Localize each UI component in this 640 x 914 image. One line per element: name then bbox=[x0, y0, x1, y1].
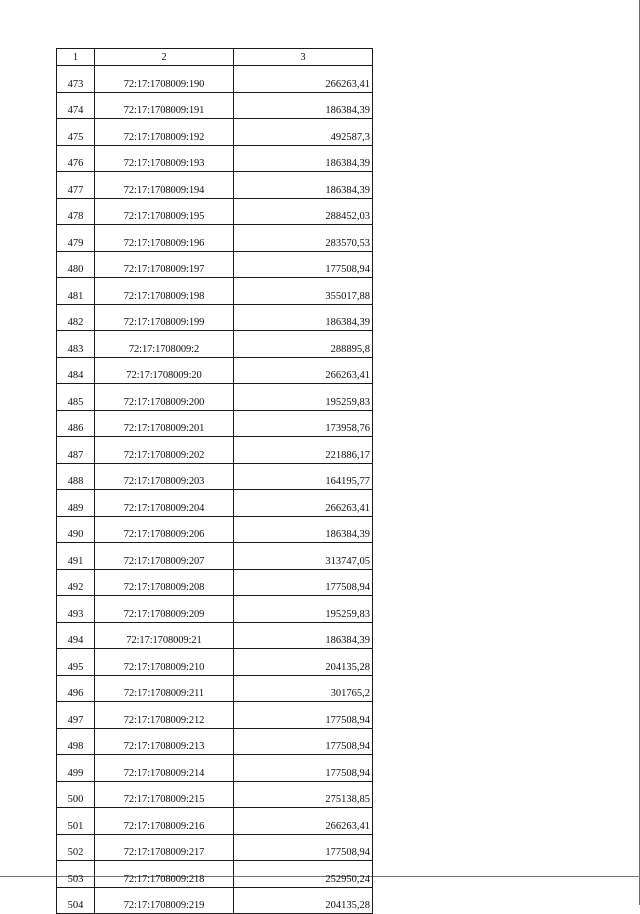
table-row bbox=[57, 781, 373, 808]
table-row bbox=[57, 66, 373, 93]
row-number-cell: 497 bbox=[57, 702, 95, 729]
cadastral-number-cell: 72:17:1708009:201 bbox=[95, 410, 234, 437]
cadastral-number-cell: 72:17:1708009:217 bbox=[95, 834, 234, 861]
cadastral-value-cell: 177508,94 bbox=[234, 251, 373, 278]
cadastral-number-cell: 72:17:1708009:197 bbox=[95, 251, 234, 278]
row-number-cell: 498 bbox=[57, 728, 95, 755]
cadastral-number-cell: 72:17:1708009:216 bbox=[95, 808, 234, 835]
table-row bbox=[57, 410, 373, 437]
row-number-cell: 491 bbox=[57, 543, 95, 570]
table-row bbox=[57, 622, 373, 649]
table-row bbox=[57, 702, 373, 729]
table-row bbox=[57, 251, 373, 278]
row-number-cell: 482 bbox=[57, 304, 95, 331]
cadastral-number-cell: 72:17:1708009:195 bbox=[95, 198, 234, 225]
cadastral-value-cell: 252950,24 bbox=[234, 861, 373, 888]
row-number-cell: 501 bbox=[57, 808, 95, 835]
cadastral-value-cell: 355017,88 bbox=[234, 278, 373, 305]
row-number-cell: 474 bbox=[57, 92, 95, 119]
cadastral-number-cell: 72:17:1708009:20 bbox=[95, 357, 234, 384]
row-number-cell: 481 bbox=[57, 278, 95, 305]
cadastral-value-cell: 186384,39 bbox=[234, 92, 373, 119]
cadastral-number-cell: 72:17:1708009:199 bbox=[95, 304, 234, 331]
cadastral-number-cell: 72:17:1708009:190 bbox=[95, 66, 234, 93]
row-number-cell: 500 bbox=[57, 781, 95, 808]
table-row bbox=[57, 649, 373, 676]
cadastral-value-cell: 186384,39 bbox=[234, 516, 373, 543]
cadastral-value-cell: 266263,41 bbox=[234, 490, 373, 517]
table-row bbox=[57, 543, 373, 570]
cadastral-value-cell: 221886,17 bbox=[234, 437, 373, 464]
table-row bbox=[57, 596, 373, 623]
cadastral-number-cell: 72:17:1708009:191 bbox=[95, 92, 234, 119]
cadastral-value-cell: 186384,39 bbox=[234, 622, 373, 649]
cadastral-number-cell: 72:17:1708009:207 bbox=[95, 543, 234, 570]
cadastral-value-cell: 177508,94 bbox=[234, 728, 373, 755]
cadastral-value-cell: 266263,41 bbox=[234, 66, 373, 93]
cadastral-number-cell: 72:17:1708009:215 bbox=[95, 781, 234, 808]
row-number-cell: 475 bbox=[57, 119, 95, 146]
cadastral-number-cell: 72:17:1708009:198 bbox=[95, 278, 234, 305]
cadastral-value-cell: 186384,39 bbox=[234, 304, 373, 331]
table-header bbox=[57, 49, 373, 66]
row-number-cell: 488 bbox=[57, 463, 95, 490]
cadastral-number-cell: 72:17:1708009:211 bbox=[95, 675, 234, 702]
cadastral-value-cell: 195259,83 bbox=[234, 596, 373, 623]
cadastral-number-cell: 72:17:1708009:193 bbox=[95, 145, 234, 172]
table-body bbox=[57, 66, 373, 914]
row-number-cell: 504 bbox=[57, 887, 95, 914]
cadastral-number-cell: 72:17:1708009:214 bbox=[95, 755, 234, 782]
row-number-cell: 489 bbox=[57, 490, 95, 517]
table-row bbox=[57, 569, 373, 596]
cadastral-value-table bbox=[56, 48, 373, 914]
cadastral-number-cell: 72:17:1708009:210 bbox=[95, 649, 234, 676]
cadastral-value-cell: 164195,77 bbox=[234, 463, 373, 490]
row-number-cell: 479 bbox=[57, 225, 95, 252]
cadastral-number-cell: 72:17:1708009:203 bbox=[95, 463, 234, 490]
table-row bbox=[57, 834, 373, 861]
table-row bbox=[57, 861, 373, 888]
cadastral-value-cell: 313747,05 bbox=[234, 543, 373, 570]
cadastral-number-cell: 72:17:1708009:2 bbox=[95, 331, 234, 358]
table-row bbox=[57, 463, 373, 490]
table-row bbox=[57, 225, 373, 252]
cadastral-number-cell: 72:17:1708009:204 bbox=[95, 490, 234, 517]
column-header-1: 1 bbox=[57, 49, 95, 66]
cadastral-value-cell: 275138,85 bbox=[234, 781, 373, 808]
cadastral-number-cell: 72:17:1708009:212 bbox=[95, 702, 234, 729]
cadastral-number-cell: 72:17:1708009:218 bbox=[95, 861, 234, 888]
column-header-3: 3 bbox=[234, 49, 373, 66]
cadastral-value-cell: 177508,94 bbox=[234, 569, 373, 596]
row-number-cell: 484 bbox=[57, 357, 95, 384]
cadastral-number-cell: 72:17:1708009:202 bbox=[95, 437, 234, 464]
table-row bbox=[57, 278, 373, 305]
row-number-cell: 483 bbox=[57, 331, 95, 358]
table-row bbox=[57, 145, 373, 172]
cadastral-value-cell: 492587,3 bbox=[234, 119, 373, 146]
cadastral-value-cell: 186384,39 bbox=[234, 172, 373, 199]
row-number-cell: 503 bbox=[57, 861, 95, 888]
cadastral-number-cell: 72:17:1708009:192 bbox=[95, 119, 234, 146]
row-number-cell: 494 bbox=[57, 622, 95, 649]
table-row bbox=[57, 331, 373, 358]
cadastral-number-cell: 72:17:1708009:219 bbox=[95, 887, 234, 914]
table-row bbox=[57, 728, 373, 755]
cadastral-value-cell: 177508,94 bbox=[234, 702, 373, 729]
table-row bbox=[57, 808, 373, 835]
header-row bbox=[57, 49, 373, 66]
table-row bbox=[57, 490, 373, 517]
cadastral-number-cell: 72:17:1708009:196 bbox=[95, 225, 234, 252]
table-row bbox=[57, 675, 373, 702]
row-number-cell: 493 bbox=[57, 596, 95, 623]
cadastral-value-cell: 177508,94 bbox=[234, 834, 373, 861]
table-row bbox=[57, 437, 373, 464]
table-row bbox=[57, 384, 373, 411]
cadastral-value-cell: 186384,39 bbox=[234, 145, 373, 172]
table-row bbox=[57, 172, 373, 199]
cadastral-value-cell: 204135,28 bbox=[234, 887, 373, 914]
cadastral-number-cell: 72:17:1708009:194 bbox=[95, 172, 234, 199]
table-row bbox=[57, 119, 373, 146]
cadastral-number-cell: 72:17:1708009:208 bbox=[95, 569, 234, 596]
cadastral-value-cell: 283570,53 bbox=[234, 225, 373, 252]
cadastral-value-cell: 173958,76 bbox=[234, 410, 373, 437]
cadastral-value-cell: 204135,28 bbox=[234, 649, 373, 676]
row-number-cell: 502 bbox=[57, 834, 95, 861]
cadastral-value-cell: 301765,2 bbox=[234, 675, 373, 702]
row-number-cell: 473 bbox=[57, 66, 95, 93]
row-number-cell: 490 bbox=[57, 516, 95, 543]
cadastral-value-cell: 195259,83 bbox=[234, 384, 373, 411]
row-number-cell: 485 bbox=[57, 384, 95, 411]
cadastral-number-cell: 72:17:1708009:200 bbox=[95, 384, 234, 411]
column-header-2: 2 bbox=[95, 49, 234, 66]
row-number-cell: 499 bbox=[57, 755, 95, 782]
table-row bbox=[57, 357, 373, 384]
cadastral-value-cell: 288452,03 bbox=[234, 198, 373, 225]
row-number-cell: 492 bbox=[57, 569, 95, 596]
cadastral-number-cell: 72:17:1708009:21 bbox=[95, 622, 234, 649]
cadastral-number-cell: 72:17:1708009:209 bbox=[95, 596, 234, 623]
table-row bbox=[57, 198, 373, 225]
document-table-container bbox=[56, 48, 372, 914]
cadastral-value-cell: 288895,8 bbox=[234, 331, 373, 358]
row-number-cell: 478 bbox=[57, 198, 95, 225]
cadastral-value-cell: 266263,41 bbox=[234, 357, 373, 384]
cadastral-number-cell: 72:17:1708009:206 bbox=[95, 516, 234, 543]
row-number-cell: 496 bbox=[57, 675, 95, 702]
row-number-cell: 480 bbox=[57, 251, 95, 278]
table-row bbox=[57, 92, 373, 119]
row-number-cell: 495 bbox=[57, 649, 95, 676]
table-row bbox=[57, 755, 373, 782]
table-row bbox=[57, 304, 373, 331]
cadastral-value-cell: 177508,94 bbox=[234, 755, 373, 782]
table-row bbox=[57, 887, 373, 914]
row-number-cell: 477 bbox=[57, 172, 95, 199]
row-number-cell: 476 bbox=[57, 145, 95, 172]
row-number-cell: 487 bbox=[57, 437, 95, 464]
cadastral-value-cell: 266263,41 bbox=[234, 808, 373, 835]
table-row bbox=[57, 516, 373, 543]
row-number-cell: 486 bbox=[57, 410, 95, 437]
cadastral-number-cell: 72:17:1708009:213 bbox=[95, 728, 234, 755]
